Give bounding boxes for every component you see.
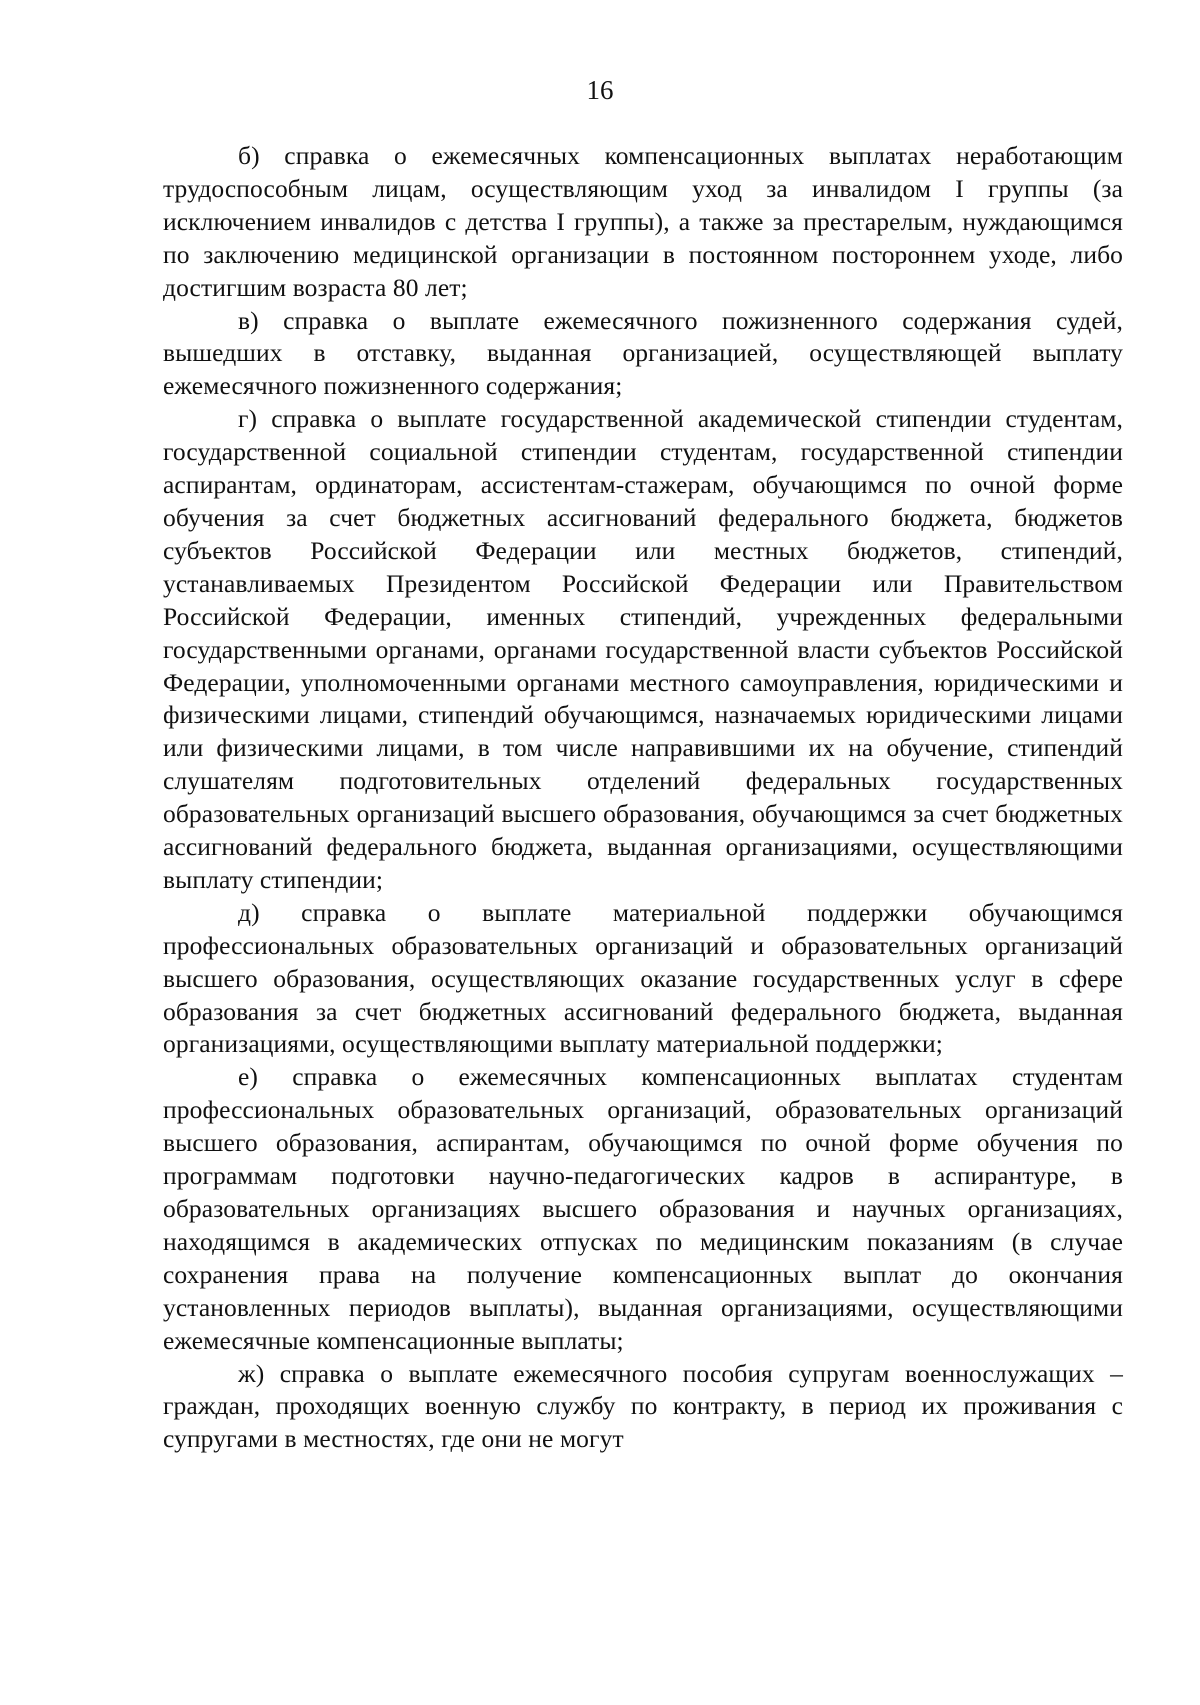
paragraph-e: е) справка о ежемесячных компенсационных выплатах студентам профессиональных образовательных организаций, образовательных организаций высшего образования, аспирантам, обучающимся по очной форме обучения по программам подготовки научно-педагогических кадров в аспирантуре, в образовательных организациях высшего образования и научных организациях, находящимся в академических отпусках по медицинским показаниям (в случае сохранения права на получение компенсационных выплат до окончания установленных периодов выплаты), выданная организациями, осуществляющими ежемесячные компенсационные выплаты; (163, 1062, 1123, 1355)
paragraph-b: б) справка о ежемесячных компенсационных выплатах неработающим трудоспособным лицам, осуществляющим уход за инвалидом I группы (за исключением инвалидов с детства I группы), а также за престарелым, нуждающимся по заключению медицинской организации в постоянном постороннем уходе, либо достигшим возраста 80 лет; (163, 141, 1123, 302)
paragraph-d: д) справка о выплате материальной поддержки обучающимся профессиональных образовательных организаций и образовательных организаций высшего образования, осуществляющих оказание государственных услуг в сфере образования за счет бюджетных ассигнований федерального бюджета, выданная организациями, осуществляющими выплату материальной поддержки; (163, 897, 1123, 1059)
paragraph-g: г) справка о выплате государственной академической стипендии студентам, государственной социальной стипендии студентам, государственной стипендии аспирантам, ординаторам, ассистентам-стажерам, обучающимся по очной форме обучения за счет бюджетных ассигнований федерального бюджета, бюджетов субъектов Российской Федерации или местных бюджетов, стипендий, устанавливаемых Президентом Российской Федерации или Правительством Российской Федерации, именных стипендий, учрежденных федеральными государственными органами, органами государственной власти субъектов Российской Федерации, уполномоченными органами местного самоуправления, юридическими и физическими лицами, стипендий обучающимся, назначаемых юридическими лицами или физическими лицами, в том числе направившими их на обучение, стипендий слушателям подготовительных отделений федеральных государственных образовательных организаций высшего образования, обучающимся за счет бюджетных ассигнований федерального бюджета, выданная организациями, осуществляющими выплату стипендии; (163, 404, 1123, 894)
paragraph-v: в) справка о выплате ежемесячного пожизненного содержания судей, вышедших в отставку, выданная организацией, осуществляющей выплату ежемесячного пожизненного содержания; (163, 305, 1123, 401)
document-body (163, 140, 1123, 1456)
page-number: 16 (586, 75, 614, 105)
paragraph-zh: ж) справка о выплате ежемесячного пособия супругам военнослужащих – граждан, проходящих военную службу по контракту, в период их проживания с супругами в местностях, где они не могут (163, 1358, 1123, 1454)
